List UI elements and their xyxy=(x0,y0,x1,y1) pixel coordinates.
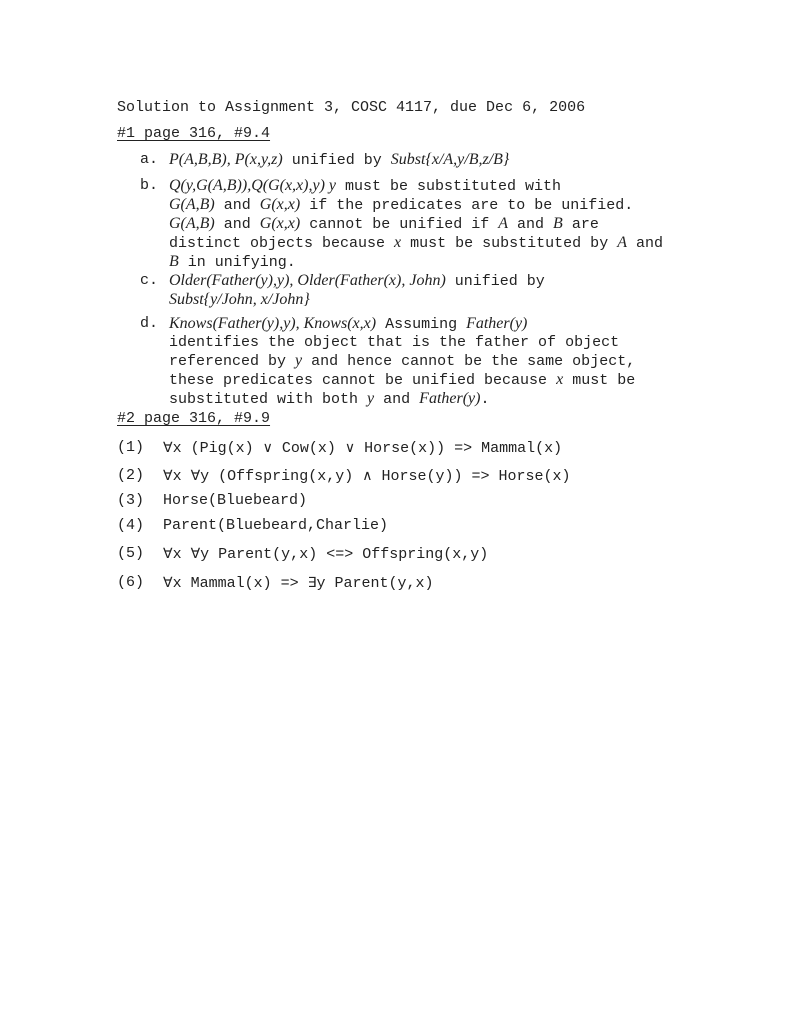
prose-text: must be substituted with xyxy=(336,178,562,195)
prose-text: unified by xyxy=(282,152,391,169)
logic-symbol: ∀ xyxy=(163,468,173,484)
rule-text: Horse(x)) => Mammal(x) xyxy=(355,440,563,457)
item-marker: a. xyxy=(140,151,159,168)
prose-text: substituted with both xyxy=(169,391,368,408)
prose-text: distinct objects because xyxy=(169,235,395,252)
item-body xyxy=(169,177,700,272)
rule-text: y Parent(y,x) <=> Offspring(x,y) xyxy=(200,546,489,563)
formula-text: y xyxy=(367,390,375,407)
formula-text: Older(Father(y),y), Older(Father(x), John) xyxy=(169,272,446,289)
prose-text: these predicates cannot be unified because xyxy=(169,372,557,389)
item-line xyxy=(169,291,700,310)
formula-text: Q(y,G(A,B)),Q(G(x,x),y) y xyxy=(169,177,337,194)
logic-symbol: ∨ xyxy=(344,440,356,456)
formula-text: x xyxy=(556,371,564,388)
formula-text: Subst{x/A,y/B,z/B} xyxy=(390,151,510,168)
rule-number: (2) xyxy=(117,467,145,484)
logic-symbol: ∨ xyxy=(262,440,273,456)
prose-text: must be substituted by xyxy=(401,235,618,252)
formula-text: G(A,B) xyxy=(169,196,215,213)
rule-text: Parent(Bluebeard,Charlie) xyxy=(163,517,389,534)
formula-text: G(A,B) xyxy=(169,215,215,232)
prose-text: cannot be unified if xyxy=(300,216,499,233)
rule-expression xyxy=(163,574,434,593)
rule-text: Horse(y)) => Horse(x) xyxy=(372,468,571,485)
rule-number: (3) xyxy=(117,492,145,509)
logic-symbol: ∧ xyxy=(362,468,373,484)
formula-text: B xyxy=(169,253,179,270)
formula-text: B xyxy=(553,215,563,232)
formula-text: Knows(Father(y),y), Knows(x,x) xyxy=(169,315,377,332)
formula-text: A xyxy=(617,234,627,251)
rule-expression xyxy=(163,517,388,535)
item-line xyxy=(169,371,700,390)
rule-text: x (Pig(x) xyxy=(172,440,263,457)
formula-text: Father(y) xyxy=(466,315,528,332)
item-marker: d. xyxy=(140,315,159,332)
rule-expression xyxy=(163,467,571,486)
formula-text: Father(y) xyxy=(419,390,481,407)
item-line xyxy=(169,352,700,371)
prose-text: if the predicates are to be unified. xyxy=(300,197,634,214)
prose-text: unified by xyxy=(445,273,545,290)
rule-number: (6) xyxy=(117,574,145,591)
item-body xyxy=(169,272,700,310)
item-line xyxy=(169,253,700,272)
formula-text: x xyxy=(394,234,402,251)
prose-text: and xyxy=(374,391,420,408)
prose-text: identifies the object that is the father of object xyxy=(169,334,620,351)
logic-symbol: ∀ xyxy=(163,575,173,591)
section-2-heading: #2 page 316, #9.9 xyxy=(117,410,271,427)
rule-text: Horse(Bluebeard) xyxy=(163,492,308,509)
prose-text: must be xyxy=(563,372,636,389)
item-body xyxy=(169,315,700,409)
prose-text: referenced by xyxy=(169,353,296,370)
item-line xyxy=(169,315,700,334)
prose-text: and xyxy=(214,216,260,233)
prose-text: and xyxy=(626,235,663,252)
rule-text: y Parent(y,x) xyxy=(316,575,434,592)
item-line xyxy=(169,196,700,215)
rule-number: (4) xyxy=(117,517,145,534)
item-line xyxy=(169,234,700,253)
prose-text: are xyxy=(562,216,599,233)
rule-expression xyxy=(163,492,307,510)
formula-text: P(A,B,B), P(x,y,z) xyxy=(169,151,283,168)
prose-text: Assuming xyxy=(376,316,467,333)
item-line xyxy=(169,151,700,170)
item-marker: c. xyxy=(140,272,159,289)
formula-text: A xyxy=(498,215,509,232)
rule-text: x Mammal(x) => xyxy=(172,575,308,592)
logic-symbol: ∀ xyxy=(163,546,173,562)
rule-expression xyxy=(163,439,562,458)
logic-symbol: ∀ xyxy=(163,440,173,456)
rule-text: Cow(x) xyxy=(272,440,345,457)
formula-text: G(x,x) xyxy=(259,215,301,232)
item-line xyxy=(169,390,700,409)
prose-text: in unifying. xyxy=(178,254,296,271)
section-1-heading: #1 page 316, #9.4 xyxy=(117,125,271,142)
prose-text: and xyxy=(214,197,260,214)
logic-symbol: ∃ xyxy=(307,575,317,591)
prose-text: and hence cannot be the same object, xyxy=(302,353,636,370)
item-line xyxy=(169,215,700,234)
item-line xyxy=(169,334,700,352)
prose-text: . xyxy=(480,391,490,408)
formula-text: G(x,x) xyxy=(259,196,301,213)
item-line xyxy=(169,272,700,291)
rule-number: (5) xyxy=(117,545,145,562)
rule-number: (1) xyxy=(117,439,145,456)
rule-expression xyxy=(163,545,488,564)
formula-text: Subst{y/John, x/John} xyxy=(169,291,310,308)
logic-symbol: ∀ xyxy=(190,468,201,484)
prose-text: and xyxy=(508,216,554,233)
rule-text: y (Offspring(x,y) xyxy=(200,468,363,485)
item-body xyxy=(169,151,700,170)
item-marker: b. xyxy=(140,177,159,194)
rule-text: x xyxy=(172,468,191,485)
rule-text: x xyxy=(172,546,191,563)
item-line xyxy=(169,177,700,196)
formula-text: y xyxy=(295,352,303,369)
document-title: Solution to Assignment 3, COSC 4117, due Dec 6, 2006 xyxy=(117,99,586,116)
logic-symbol: ∀ xyxy=(190,546,201,562)
